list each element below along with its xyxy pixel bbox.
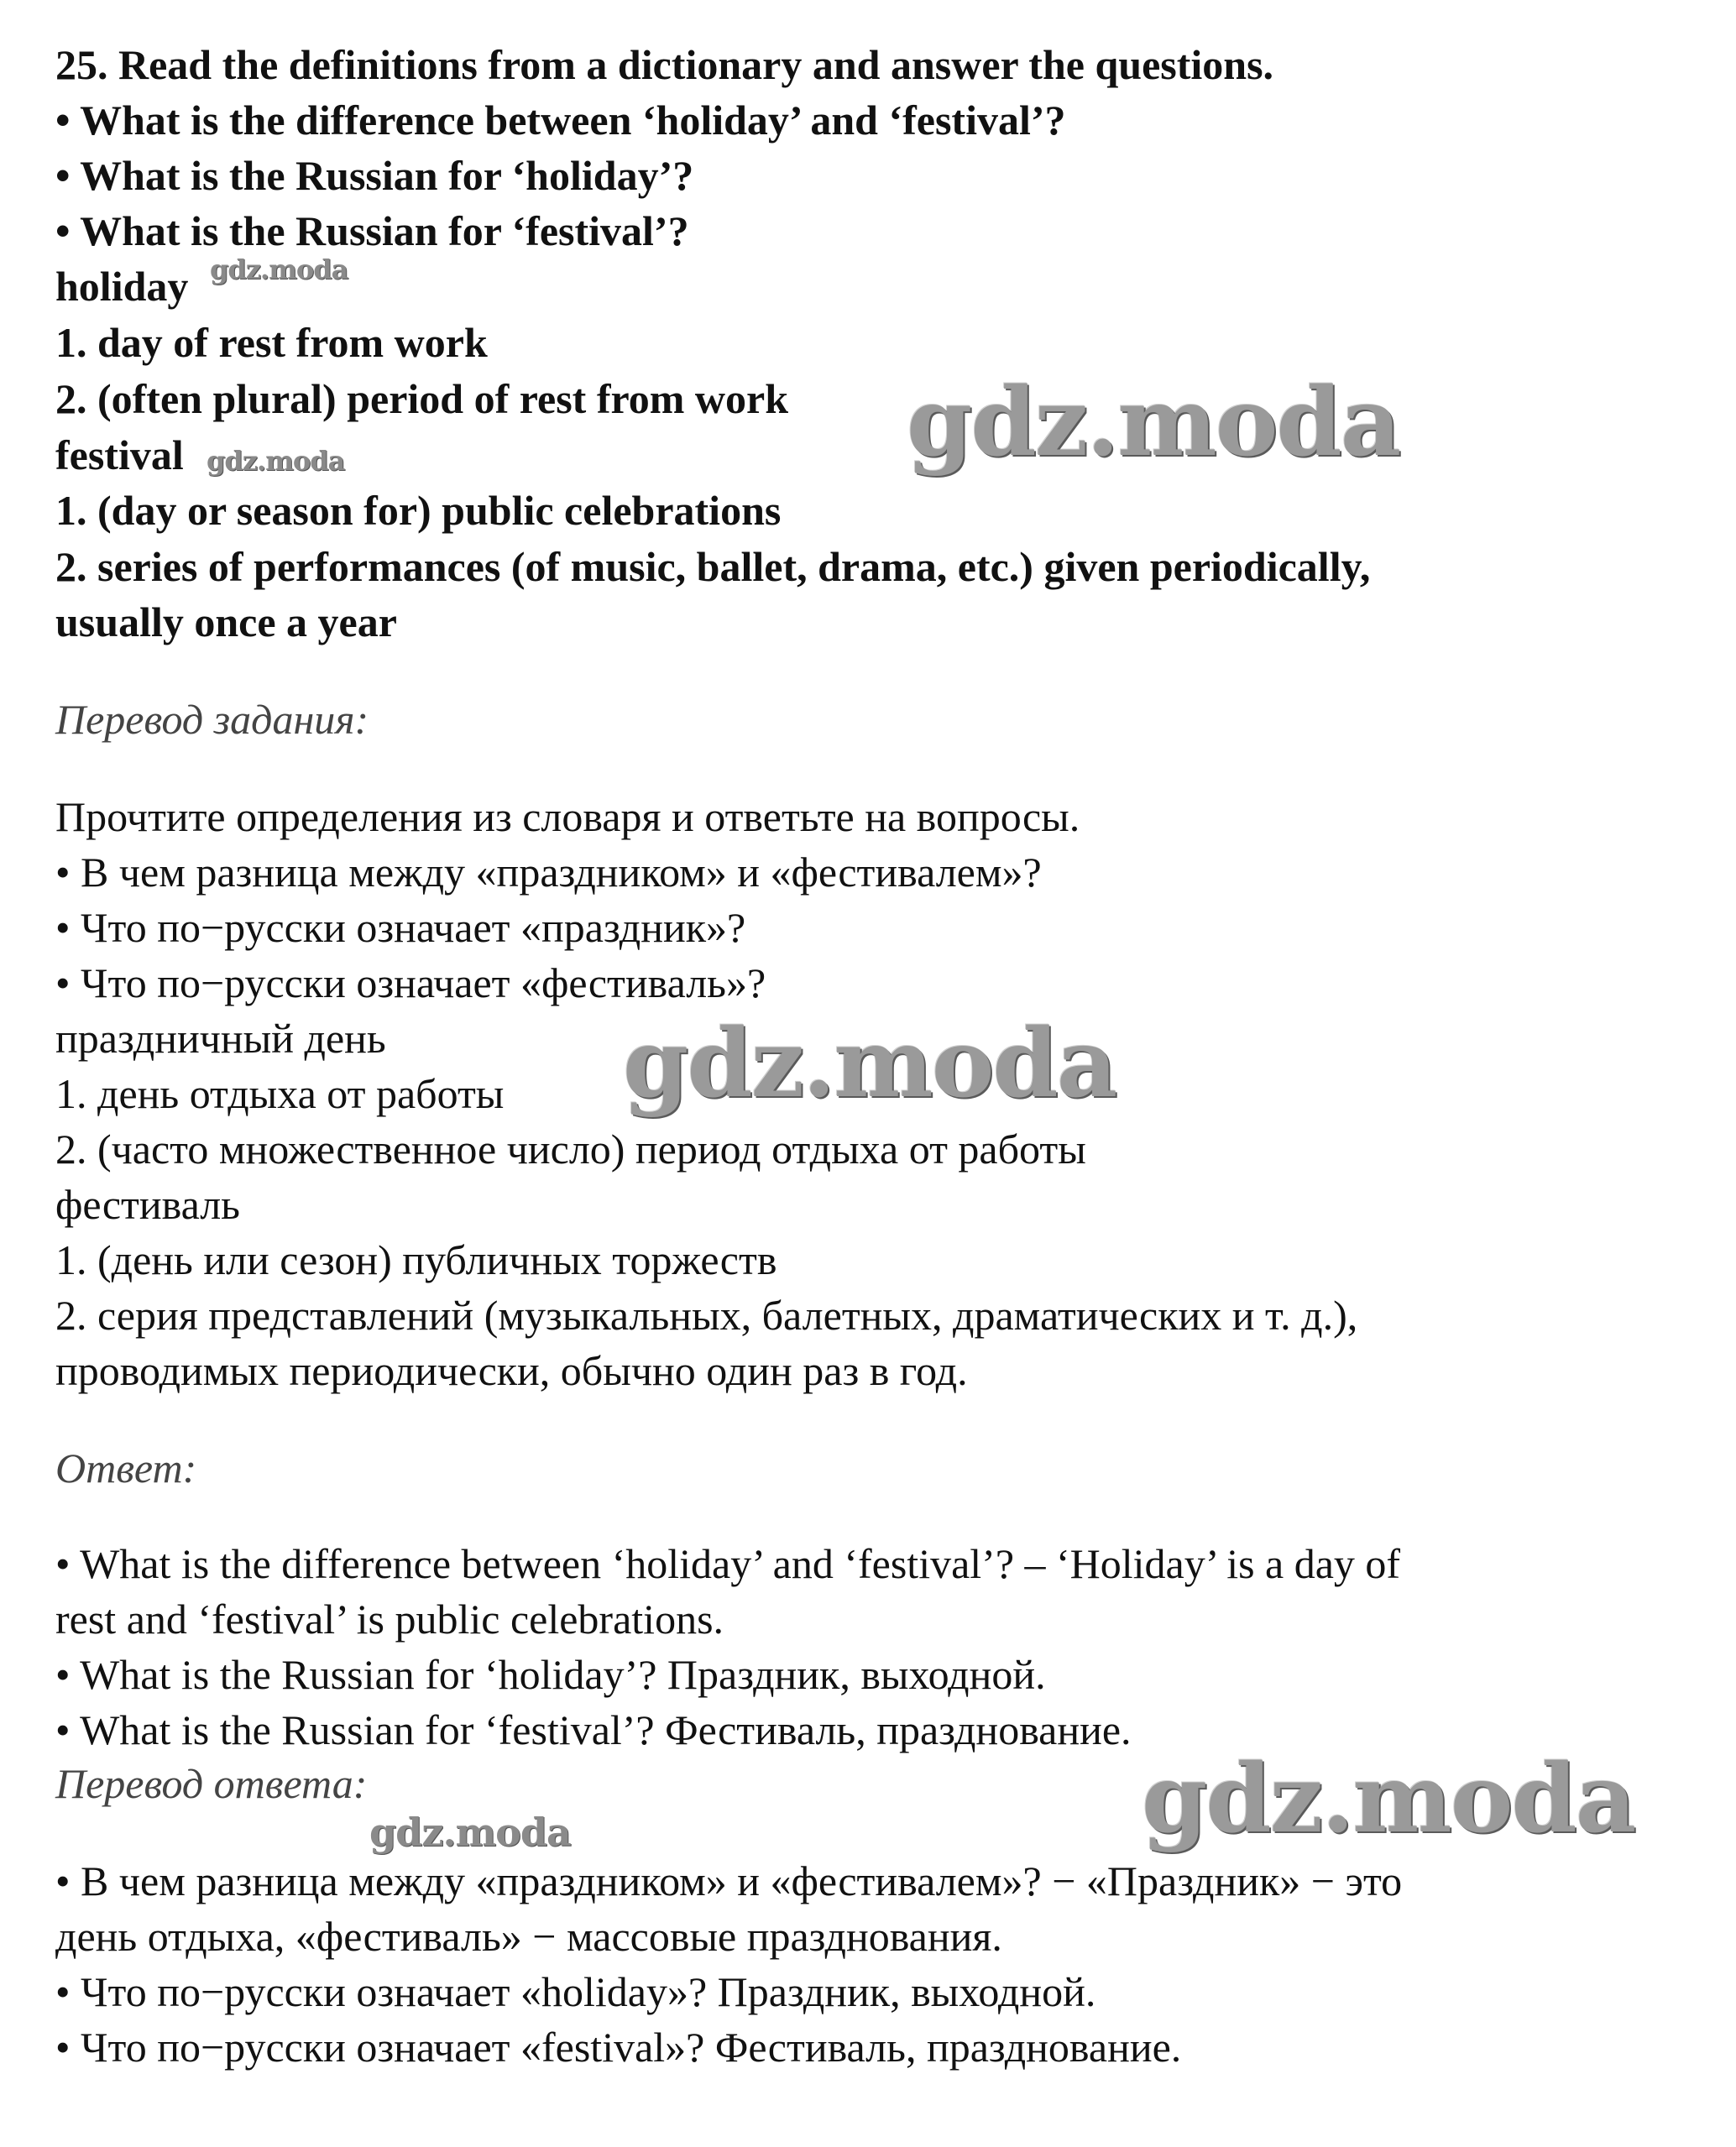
dict-holiday-def-1: 1. day of rest from work bbox=[55, 319, 488, 366]
translation-task-line: • Что по−русски означает «праздник»? bbox=[55, 904, 746, 951]
translation-task-line: проводимых периодически, обычно один раз в год. bbox=[55, 1347, 968, 1394]
watermark-medium: gdz.moda bbox=[369, 1810, 571, 1855]
watermark-small: gdz.moda bbox=[210, 253, 348, 285]
translation-answer-line: • В чем разница между «праздником» и «фестивалем»? − «Праздник» − это bbox=[55, 1857, 1403, 1904]
translation-task-line: Прочтите определения из словаря и ответьте на вопросы. bbox=[55, 793, 1080, 840]
translation-task-heading: Перевод задания: bbox=[55, 696, 369, 743]
dict-term-holiday: holiday bbox=[55, 263, 189, 310]
answer-heading: Ответ: bbox=[55, 1444, 197, 1491]
translation-task-line: 1. (день или сезон) публичных торжеств bbox=[55, 1236, 777, 1283]
dict-festival-def-1: 1. (day or season for) public celebrations bbox=[55, 487, 782, 534]
task-question-1: • What is the difference between ‘holiday’ and ‘festival’? bbox=[55, 97, 1066, 144]
answer-line: rest and ‘festival’ is public celebrations. bbox=[55, 1596, 724, 1643]
translation-answer-line: день отдыха, «фестиваль» − массовые празднования. bbox=[55, 1913, 1002, 1960]
translation-task-line: праздничный день bbox=[55, 1015, 386, 1062]
watermark-large: gdz.moda bbox=[1142, 1744, 1635, 1854]
translation-task-line: фестиваль bbox=[55, 1181, 240, 1228]
watermark-large: gdz.moda bbox=[623, 1009, 1116, 1119]
translation-answer-heading: Перевод ответа: bbox=[55, 1760, 368, 1807]
dict-festival-def-2: 2. series of performances (of music, ballet, drama, etc.) given periodically, bbox=[55, 543, 1371, 590]
translation-task-line: 2. серия представлений (музыкальных, балетных, драматических и т. д.), bbox=[55, 1292, 1358, 1339]
dict-festival-def-2-cont: usually once a year bbox=[55, 598, 397, 645]
dict-term-festival: festival bbox=[55, 431, 184, 478]
watermark-large: gdz.moda bbox=[907, 368, 1400, 478]
task-title: 25. Read the definitions from a dictionary and answer the questions. bbox=[55, 41, 1274, 88]
translation-answer-line: • Что по−русски означает «holiday»? Праздник, выходной. bbox=[55, 1968, 1096, 2015]
translation-task-line: • В чем разница между «праздником» и «фестивалем»? bbox=[55, 849, 1042, 896]
dict-holiday-def-2: 2. (often plural) period of rest from work bbox=[55, 375, 789, 422]
task-question-3: • What is the Russian for ‘festival’? bbox=[55, 207, 689, 254]
translation-task-line: • Что по−русски означает «фестиваль»? bbox=[55, 959, 766, 1006]
translation-answer-line: • Что по−русски означает «festival»? Фестиваль, празднование. bbox=[55, 2024, 1182, 2071]
answer-line: • What is the Russian for ‘festival’? Фестиваль, празднование. bbox=[55, 1706, 1132, 1753]
translation-task-line: 2. (часто множественное число) период отдыха от работы bbox=[55, 1126, 1086, 1173]
answer-line: • What is the difference between ‘holiday’ and ‘festival’? – ‘Holiday’ is a day of bbox=[55, 1540, 1401, 1587]
task-question-2: • What is the Russian for ‘holiday’? bbox=[55, 152, 694, 199]
watermark-small: gdz.moda bbox=[207, 445, 345, 477]
answer-line: • What is the Russian for ‘holiday’? Праздник, выходной. bbox=[55, 1651, 1046, 1698]
translation-task-line: 1. день отдыха от работы bbox=[55, 1070, 505, 1117]
